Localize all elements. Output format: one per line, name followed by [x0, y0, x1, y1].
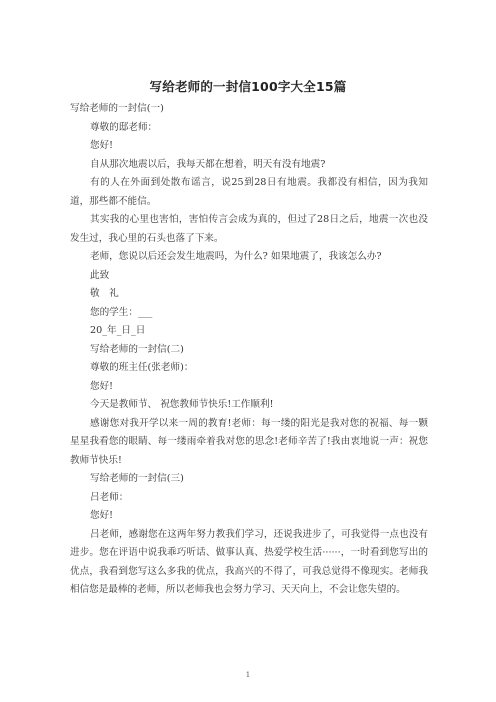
- paragraph: 写给老师的一封信(二): [90, 343, 184, 355]
- paragraph: 吕老师：: [90, 491, 129, 503]
- paragraph: 感谢您对我开学以来一周的教育!老师：每一缕的阳光是我对您的祝福、每一颗星星我看您的眼睛、每一缕雨牵着我对您的思念!老师辛苦了!我由衷地说一声：祝您教师节快乐!: [70, 417, 428, 466]
- page-number: 1: [245, 671, 251, 679]
- paragraph: 其实我的心里也害怕，害怕传言会成为真的，但过了28日之后，地震一次也没发生过，我心里的石头也落了下来。: [70, 214, 428, 244]
- document-body: [70, 100, 428, 600]
- paragraph: 20_年_日_日: [90, 325, 146, 336]
- paragraph: 您好!: [90, 510, 114, 521]
- paragraph: 写给老师的一封信(一): [70, 103, 164, 114]
- paragraph: 您的学生：___: [90, 306, 153, 318]
- paragraph: 有的人在外面到处散布谣言，说25到28日有地震。我都没有相信，因为我知道，那些都不能信。: [70, 177, 428, 207]
- paragraph: 此致: [90, 269, 110, 281]
- paragraph: 吕老师，感谢您在这两年努力教我们学习，还说我进步了，可我觉得一点也没有进步。您在评语中说我乖巧听话、做事认真、热爱学校生活······，一时看到您写出的优点，我看到您写这么多我的优点，我高兴的不得了，可我总觉得不像现实。老师我相信您是最棒的老师，所以老师我也会努力学习、天天向上，不会让您失望的。: [70, 528, 428, 595]
- paragraph: 尊敬的班主任(张老师)：: [90, 362, 194, 373]
- paragraph: 您好!: [90, 380, 114, 392]
- paragraph: 您好!: [90, 140, 114, 151]
- paragraph: 敬 礼: [90, 288, 119, 299]
- paragraph: 写给老师的一封信(三): [90, 473, 184, 484]
- document-title: 写给老师的一封信100字大全15篇: [149, 79, 347, 94]
- paragraph: 老师，您说以后还会发生地震吗，为什么? 如果地震了，我该怎么办?: [90, 251, 382, 262]
- paragraph: 尊敬的邸老师：: [90, 121, 158, 133]
- paragraph: 自从那次地震以后，我每天都在想着，明天有没有地震?: [90, 158, 326, 170]
- paragraph: 今天是教师节、 祝您教师节快乐!工作顺利!: [90, 399, 274, 410]
